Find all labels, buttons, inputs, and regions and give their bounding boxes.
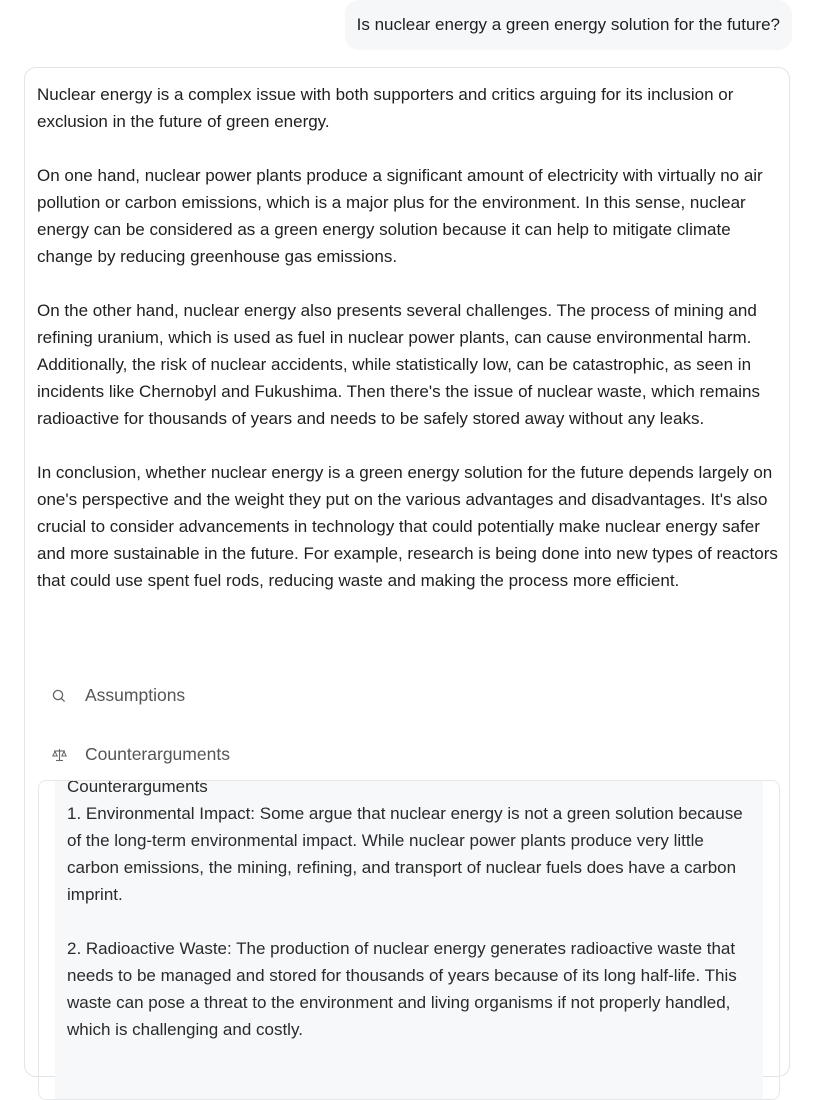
- counterargument-item: 2. Radioactive Waste: The production of nuclear energy generates radioactive waste that needs to be managed and stored for thousands of years because of its long half-life. This waste can pose a threat to the environment and living organisms if not properly handled, which is challenging and costly.: [67, 939, 737, 1039]
- answer-paragraph: On the other hand, nuclear energy also presents several challenges. The process of mining and refining uranium, which is used as fuel in nuclear power plants, can cause environmental harm. Additionally, the risk of nuclear accidents, while statistically low, can be catastrophic, as seen in incidents like Chernobyl and Fukushima. Then there's the issue of nuclear waste, which remains radioactive for thousands of years and needs to be safely stored away without any leaks.: [37, 301, 760, 428]
- counterargument-item: 1. Environmental Impact: Some argue that nuclear energy is not a green solution because of the long-term environmental impact. While nuclear power plants produce very little carbon emissions, the mining, refining, and transport of nuclear fuels does have a carbon imprint.: [67, 804, 743, 904]
- panel-title: Counterarguments: [67, 780, 208, 796]
- user-message-text: Is nuclear energy a green energy solution for the future?: [356, 15, 780, 34]
- assistant-response-card: [24, 67, 790, 1077]
- counterarguments-panel[interactable]: [38, 780, 780, 1100]
- search-icon: [49, 689, 69, 703]
- assumptions-toggle[interactable]: [49, 685, 185, 706]
- user-message-bubble: [345, 0, 792, 50]
- counterarguments-content: [55, 781, 763, 1099]
- answer-text: [37, 81, 779, 621]
- scale-icon: [49, 748, 69, 762]
- counterarguments-label: Counterarguments: [85, 744, 230, 764]
- answer-paragraph: In conclusion, whether nuclear energy is a green energy solution for the future depends largely on one's perspective and the weight they put on the various advantages and disadvantages. It's also crucial to consider advancements in technology that could potentially make nuclear energy safer and more sustainable in the future. For example, research is being done into new types of reactors that could use spent fuel rods, reducing waste and making the process more efficient.: [37, 463, 778, 590]
- answer-paragraph: On one hand, nuclear power plants produce a significant amount of electricity with virtually no air pollution or carbon emissions, which is a major plus for the environment. In this sense, nuclear energy can be considered as a green energy solution because it can help to mitigate climate change by reducing greenhouse gas emissions.: [37, 166, 763, 266]
- assumptions-label: Assumptions: [85, 685, 186, 705]
- answer-paragraph: Nuclear energy is a complex issue with both supporters and critics arguing for its inclusion or exclusion in the future of green energy.: [37, 85, 734, 131]
- counterarguments-toggle[interactable]: [49, 744, 230, 765]
